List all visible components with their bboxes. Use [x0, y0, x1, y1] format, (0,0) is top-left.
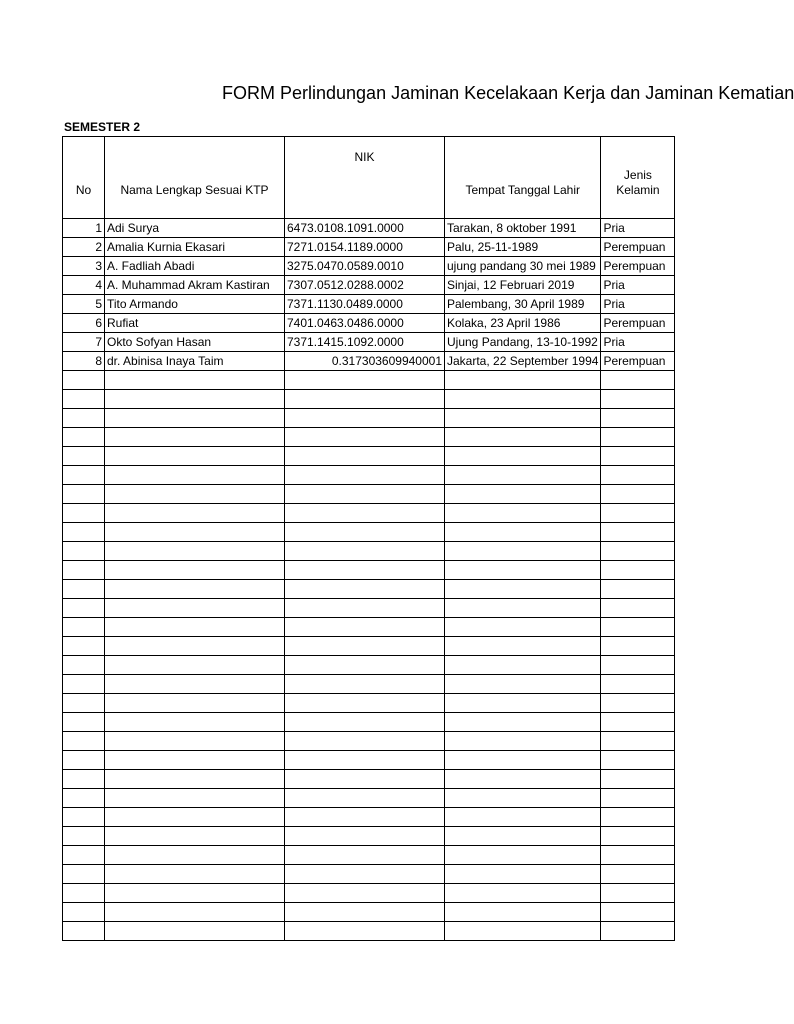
empty-cell — [601, 694, 675, 713]
empty-cell — [105, 884, 285, 903]
empty-row — [63, 656, 675, 675]
empty-row — [63, 903, 675, 922]
empty-row — [63, 675, 675, 694]
empty-cell — [601, 371, 675, 390]
empty-cell — [285, 466, 445, 485]
empty-cell — [63, 789, 105, 808]
empty-cell — [285, 542, 445, 561]
cell-no: 4 — [63, 276, 105, 295]
empty-cell — [63, 732, 105, 751]
empty-cell — [285, 846, 445, 865]
empty-cell — [445, 485, 601, 504]
empty-cell — [105, 390, 285, 409]
header-no: No — [63, 137, 105, 201]
table-row — [63, 219, 675, 238]
empty-cell — [285, 580, 445, 599]
cell-jenis-kelamin: Perempuan — [601, 257, 675, 276]
empty-cell — [445, 409, 601, 428]
empty-cell — [285, 789, 445, 808]
empty-row — [63, 409, 675, 428]
empty-cell — [285, 656, 445, 675]
empty-cell — [63, 504, 105, 523]
header-nama: Nama Lengkap Sesuai KTP — [105, 137, 285, 201]
cell-jenis-kelamin: Pria — [601, 219, 675, 238]
table-header — [63, 137, 675, 201]
empty-row — [63, 637, 675, 656]
empty-cell — [285, 371, 445, 390]
empty-cell — [445, 599, 601, 618]
table-row — [63, 276, 675, 295]
empty-row — [63, 732, 675, 751]
empty-cell — [445, 390, 601, 409]
empty-cell — [601, 865, 675, 884]
empty-cell — [601, 542, 675, 561]
empty-cell — [285, 523, 445, 542]
empty-cell — [601, 675, 675, 694]
empty-cell — [105, 428, 285, 447]
empty-cell — [601, 770, 675, 789]
empty-cell — [285, 713, 445, 732]
empty-cell — [105, 523, 285, 542]
empty-cell — [445, 447, 601, 466]
empty-cell — [601, 656, 675, 675]
empty-cell — [601, 580, 675, 599]
empty-cell — [63, 618, 105, 637]
empty-cell — [285, 922, 445, 941]
spacer-row — [63, 200, 675, 219]
empty-row — [63, 523, 675, 542]
empty-cell — [105, 656, 285, 675]
empty-cell — [601, 808, 675, 827]
cell-no: 7 — [63, 333, 105, 352]
cell-nama: dr. Abinisa Inaya Taim — [105, 352, 285, 371]
empty-cell — [63, 485, 105, 504]
empty-cell — [601, 922, 675, 941]
empty-cell — [601, 884, 675, 903]
empty-cell — [105, 675, 285, 694]
empty-cell — [445, 846, 601, 865]
cell-nik: 0.317303609940001 — [285, 352, 445, 371]
empty-cell — [445, 865, 601, 884]
empty-cell — [601, 599, 675, 618]
empty-cell — [445, 371, 601, 390]
empty-row — [63, 770, 675, 789]
empty-row — [63, 865, 675, 884]
empty-cell — [285, 390, 445, 409]
empty-cell — [601, 903, 675, 922]
empty-cell — [105, 865, 285, 884]
empty-cell — [285, 618, 445, 637]
empty-cell — [601, 504, 675, 523]
cell-ttl: Tarakan, 8 oktober 1991 — [445, 219, 601, 238]
empty-row — [63, 542, 675, 561]
empty-cell — [601, 751, 675, 770]
cell-nama: A. Fadliah Abadi — [105, 257, 285, 276]
table-row — [63, 314, 675, 333]
cell-no: 3 — [63, 257, 105, 276]
empty-cell — [285, 808, 445, 827]
empty-cell — [285, 637, 445, 656]
cell-nama: Adi Surya — [105, 219, 285, 238]
semester-label: SEMESTER 2 — [64, 120, 141, 134]
empty-cell — [63, 409, 105, 428]
cell-jenis-kelamin: Pria — [601, 276, 675, 295]
empty-row — [63, 694, 675, 713]
empty-cell — [63, 580, 105, 599]
empty-cell — [105, 751, 285, 770]
cell-jenis-kelamin: Pria — [601, 295, 675, 314]
empty-row — [63, 713, 675, 732]
cell-nik: 7307.0512.0288.0002 — [285, 276, 445, 295]
empty-cell — [105, 485, 285, 504]
empty-cell — [63, 770, 105, 789]
cell-nik: 6473.0108.1091.0000 — [285, 219, 445, 238]
empty-cell — [601, 466, 675, 485]
empty-row — [63, 561, 675, 580]
empty-cell — [63, 371, 105, 390]
cell-jenis-kelamin: Perempuan — [601, 352, 675, 371]
cell-nik: 3275.0470.0589.0010 — [285, 257, 445, 276]
empty-row — [63, 447, 675, 466]
empty-cell — [285, 770, 445, 789]
table-body — [63, 200, 675, 941]
empty-cell — [445, 561, 601, 580]
cell-no: 8 — [63, 352, 105, 371]
empty-cell — [105, 789, 285, 808]
cell-no: 6 — [63, 314, 105, 333]
empty-cell — [63, 846, 105, 865]
empty-cell — [285, 675, 445, 694]
empty-cell — [105, 808, 285, 827]
empty-cell — [601, 561, 675, 580]
spacer-cell — [601, 200, 675, 219]
empty-row — [63, 884, 675, 903]
empty-cell — [105, 561, 285, 580]
empty-cell — [601, 447, 675, 466]
cell-nama: Amalia Kurnia Ekasari — [105, 238, 285, 257]
cell-ttl: ujung pandang 30 mei 1989 — [445, 257, 601, 276]
empty-row — [63, 922, 675, 941]
empty-cell — [601, 485, 675, 504]
empty-row — [63, 371, 675, 390]
table-row — [63, 352, 675, 371]
empty-cell — [285, 561, 445, 580]
empty-cell — [105, 580, 285, 599]
empty-cell — [105, 713, 285, 732]
empty-row — [63, 428, 675, 447]
empty-cell — [445, 751, 601, 770]
cell-nama: A. Muhammad Akram Kastiran — [105, 276, 285, 295]
empty-row — [63, 618, 675, 637]
spacer-cell — [445, 200, 601, 219]
empty-cell — [445, 694, 601, 713]
spacer-cell — [63, 200, 105, 219]
empty-cell — [105, 827, 285, 846]
cell-ttl: Palu, 25-11-1989 — [445, 238, 601, 257]
cell-ttl: Palembang, 30 April 1989 — [445, 295, 601, 314]
empty-cell — [285, 903, 445, 922]
empty-cell — [105, 409, 285, 428]
empty-cell — [105, 770, 285, 789]
empty-cell — [63, 884, 105, 903]
empty-cell — [63, 694, 105, 713]
cell-jenis-kelamin: Perempuan — [601, 314, 675, 333]
cell-nik: 7371.1415.1092.0000 — [285, 333, 445, 352]
empty-cell — [105, 922, 285, 941]
empty-cell — [105, 637, 285, 656]
empty-cell — [445, 732, 601, 751]
page-title: FORM Perlindungan Jaminan Kecelakaan Kerja dan Jaminan Kematian — [222, 83, 794, 103]
header-ttl: Tempat Tanggal Lahir — [445, 137, 601, 201]
empty-cell — [285, 751, 445, 770]
empty-cell — [63, 656, 105, 675]
empty-cell — [105, 371, 285, 390]
empty-cell — [445, 466, 601, 485]
empty-cell — [601, 390, 675, 409]
cell-jenis-kelamin: Perempuan — [601, 238, 675, 257]
empty-cell — [285, 694, 445, 713]
cell-nama: Rufiat — [105, 314, 285, 333]
empty-row — [63, 485, 675, 504]
empty-cell — [63, 637, 105, 656]
empty-cell — [445, 656, 601, 675]
empty-cell — [445, 827, 601, 846]
empty-row — [63, 390, 675, 409]
empty-cell — [285, 865, 445, 884]
empty-cell — [601, 523, 675, 542]
empty-cell — [285, 447, 445, 466]
empty-cell — [445, 884, 601, 903]
cell-jenis-kelamin: Pria — [601, 333, 675, 352]
empty-cell — [63, 865, 105, 884]
empty-cell — [63, 542, 105, 561]
empty-cell — [445, 523, 601, 542]
empty-cell — [105, 694, 285, 713]
cell-nama: Okto Sofyan Hasan — [105, 333, 285, 352]
empty-cell — [105, 903, 285, 922]
header-nik: NIK — [285, 137, 445, 201]
empty-cell — [445, 675, 601, 694]
header-jenis-kelamin: Jenis Kelamin — [601, 137, 675, 201]
empty-cell — [285, 504, 445, 523]
empty-cell — [601, 428, 675, 447]
empty-row — [63, 789, 675, 808]
empty-cell — [105, 732, 285, 751]
empty-row — [63, 599, 675, 618]
cell-nik: 7401.0463.0486.0000 — [285, 314, 445, 333]
empty-cell — [285, 485, 445, 504]
empty-cell — [445, 542, 601, 561]
empty-cell — [445, 922, 601, 941]
empty-cell — [285, 599, 445, 618]
employee-table — [62, 136, 675, 941]
empty-cell — [105, 618, 285, 637]
spacer-cell — [105, 200, 285, 219]
cell-nama: Tito Armando — [105, 295, 285, 314]
empty-row — [63, 827, 675, 846]
cell-nik: 7271.0154.1189.0000 — [285, 238, 445, 257]
empty-cell — [445, 808, 601, 827]
empty-cell — [285, 884, 445, 903]
cell-ttl: Sinjai, 12 Februari 2019 — [445, 276, 601, 295]
empty-cell — [63, 903, 105, 922]
empty-cell — [63, 599, 105, 618]
empty-cell — [63, 466, 105, 485]
empty-cell — [63, 808, 105, 827]
empty-cell — [285, 409, 445, 428]
cell-ttl: Jakarta, 22 September 1994 — [445, 352, 601, 371]
table-row — [63, 333, 675, 352]
empty-cell — [445, 580, 601, 599]
empty-cell — [445, 504, 601, 523]
empty-cell — [445, 428, 601, 447]
empty-row — [63, 466, 675, 485]
table-row — [63, 257, 675, 276]
empty-cell — [601, 713, 675, 732]
empty-cell — [601, 618, 675, 637]
empty-cell — [63, 827, 105, 846]
empty-cell — [445, 713, 601, 732]
empty-cell — [601, 732, 675, 751]
empty-cell — [601, 789, 675, 808]
empty-cell — [105, 542, 285, 561]
empty-cell — [63, 561, 105, 580]
spacer-cell — [285, 200, 445, 219]
empty-row — [63, 751, 675, 770]
empty-cell — [63, 428, 105, 447]
table-row — [63, 295, 675, 314]
cell-no: 2 — [63, 238, 105, 257]
empty-cell — [285, 827, 445, 846]
empty-cell — [601, 637, 675, 656]
empty-cell — [445, 770, 601, 789]
empty-cell — [105, 447, 285, 466]
empty-cell — [105, 599, 285, 618]
empty-cell — [105, 846, 285, 865]
empty-cell — [445, 637, 601, 656]
empty-cell — [63, 523, 105, 542]
empty-cell — [63, 713, 105, 732]
empty-cell — [63, 922, 105, 941]
cell-ttl: Ujung Pandang, 13-10-1992 — [445, 333, 601, 352]
empty-cell — [601, 409, 675, 428]
empty-row — [63, 504, 675, 523]
empty-cell — [445, 903, 601, 922]
table-row — [63, 238, 675, 257]
cell-nik: 7371.1130.0489.0000 — [285, 295, 445, 314]
empty-cell — [105, 504, 285, 523]
cell-no: 5 — [63, 295, 105, 314]
empty-cell — [445, 789, 601, 808]
empty-cell — [601, 827, 675, 846]
cell-ttl: Kolaka, 23 April 1986 — [445, 314, 601, 333]
empty-cell — [63, 751, 105, 770]
empty-row — [63, 808, 675, 827]
empty-cell — [285, 732, 445, 751]
empty-cell — [105, 466, 285, 485]
empty-row — [63, 846, 675, 865]
empty-row — [63, 580, 675, 599]
cell-no: 1 — [63, 219, 105, 238]
empty-cell — [63, 447, 105, 466]
empty-cell — [601, 846, 675, 865]
empty-cell — [285, 428, 445, 447]
empty-cell — [63, 390, 105, 409]
empty-cell — [63, 675, 105, 694]
empty-cell — [445, 618, 601, 637]
